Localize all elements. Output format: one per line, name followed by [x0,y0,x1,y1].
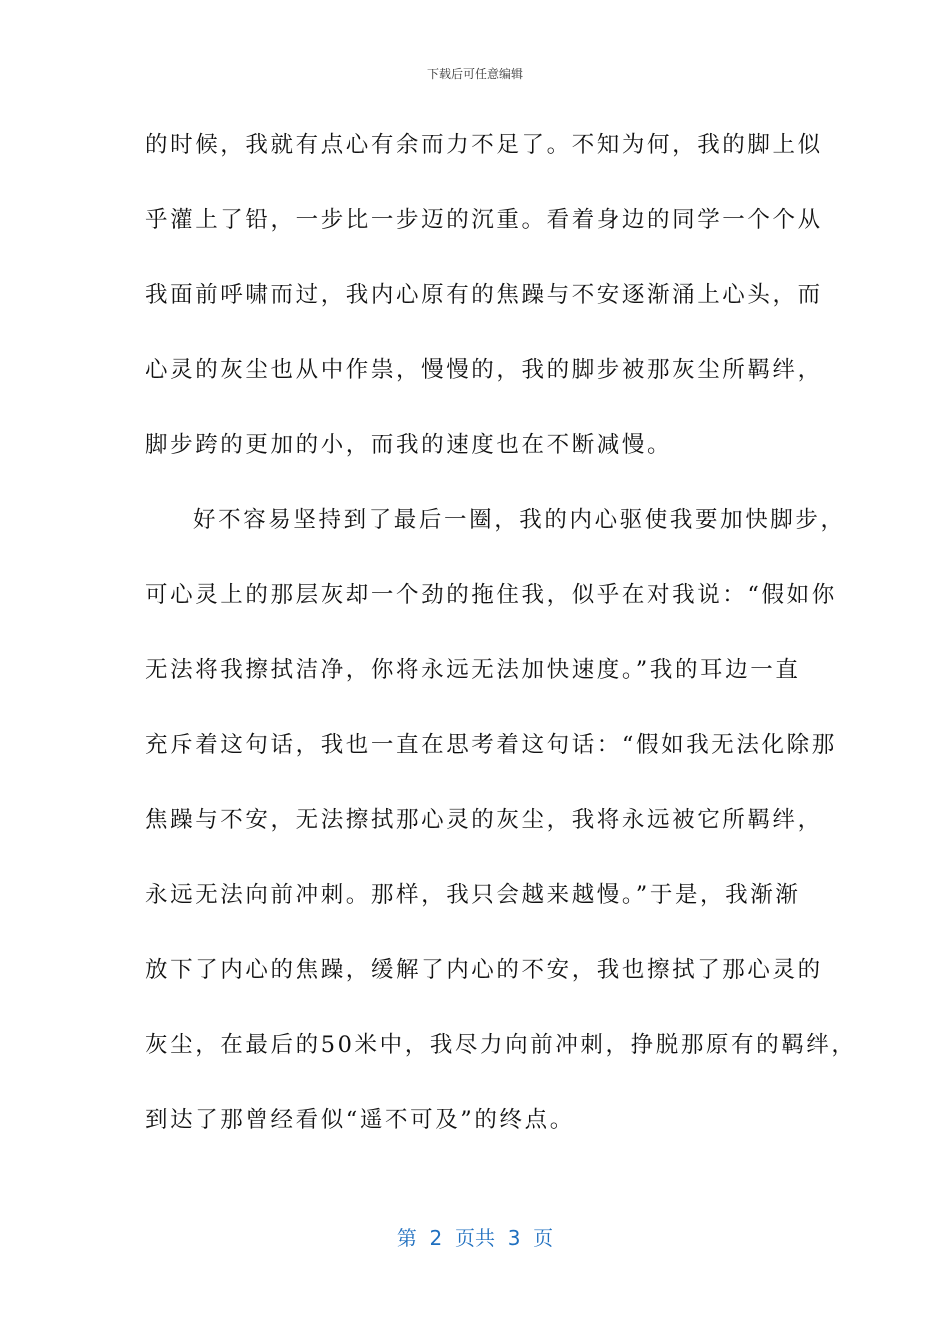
text-line-8: 无法将我擦拭洁净，你将永远无法加快速度。”我的耳边一直 [145,657,801,683]
text-line-12: 放下了内心的焦躁，缓解了内心的不安，我也擦拭了那心灵的 [145,957,823,983]
text-line-5: 脚步跨的更加的小，而我的速度也在不断减慢。 [145,432,673,458]
text-line-6: 好不容易坚持到了最后一圈，我的内心驱使我要加快脚步， [193,507,846,533]
page-number-footer: 第 2 页共 3 页 [396,1226,554,1250]
text-line-11: 永远无法向前冲刺。那样，我只会越来越慢。”于是，我渐渐 [145,882,801,908]
text-line-9: 充斥着这句话，我也一直在思考着这句话：“假如我无法化除那 [145,732,837,758]
text-line-1: 的时候，我就有点心有余而力不足了。不知为何，我的脚上似 [145,132,823,158]
page-header: 下载后可任意编辑 [426,67,523,81]
text-line-4: 心灵的灰尘也从中作祟，慢慢的，我的脚步被那灰尘所羁绊， [145,357,823,383]
text-line-13: 灰尘，在最后的50米中，我尽力向前冲刺，挣脱那原有的羁绊， [145,1032,857,1058]
text-line-14: 到达了那曾经看似“遥不可及”的终点。 [145,1107,575,1133]
text-line-2: 乎灌上了铅，一步比一步迈的沉重。看着身边的同学一个个从 [145,207,823,233]
text-line-3: 我面前呼啸而过，我内心原有的焦躁与不安逐渐涌上心头，而 [145,282,823,308]
text-line-10: 焦躁与不安，无法擦拭那心灵的灰尘，我将永远被它所羁绊， [145,807,823,833]
text-line-7: 可心灵上的那层灰却一个劲的拖住我，似乎在对我说：“假如你 [145,582,837,608]
body-text [145,120,857,1170]
